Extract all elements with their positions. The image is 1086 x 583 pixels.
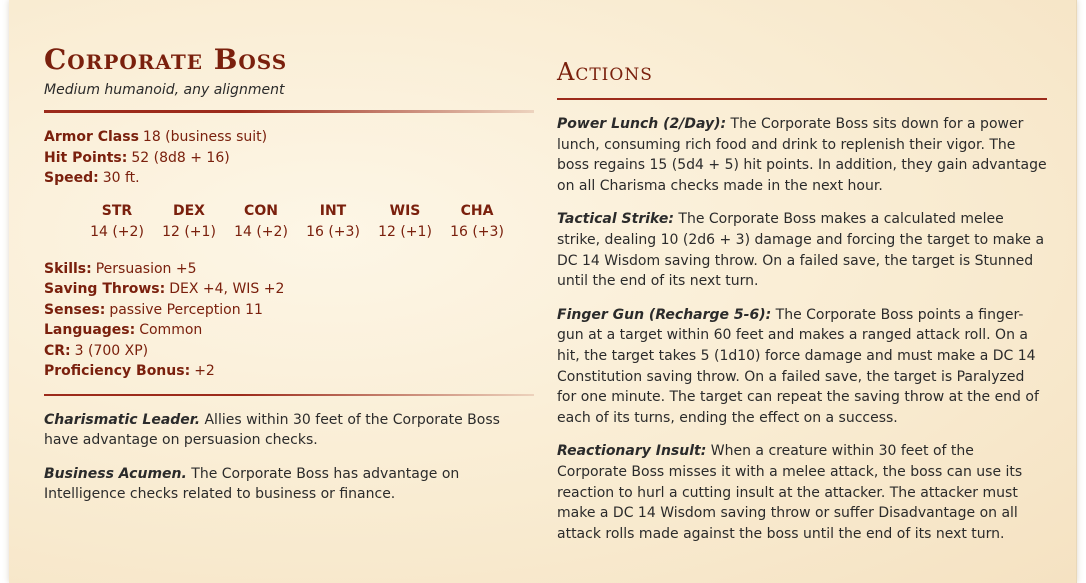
actions-heading: Actions xyxy=(557,58,653,86)
ability-value: 12 (+1) xyxy=(162,223,216,240)
stat-value: passive Perception 11 xyxy=(109,301,263,318)
action-text: The Corporate Boss makes a calculated melee strike, dealing 10 (2d6 + 3) damage and forcing the target to make a DC 14 Wisdom saving throw. On a failed save, the target is Stunned until the end of its next turn. xyxy=(557,211,1045,290)
ability-value: 16 (+3) xyxy=(306,223,360,240)
stat-value: 18 (business suit) xyxy=(142,129,268,145)
action-reactionary-insult xyxy=(557,441,1047,545)
ability-value: 14 (+2) xyxy=(90,223,144,240)
action-text: The Corporate Boss sits down for a power lunch, consuming rich food and drink to replenish their vigor. The boss regains 15 (5d4 + 5) hit points. In addition, they gain advantage on all Charisma checks made in the next hour. xyxy=(557,116,1047,195)
stat-value: 3 (700 XP) xyxy=(74,342,149,359)
stat-value: Common xyxy=(139,322,203,338)
trait-text: The Corporate Boss has advantage on Intelligence checks related to business or finance. xyxy=(44,465,460,502)
stat-label: Senses: xyxy=(44,301,106,318)
left-column xyxy=(44,44,534,518)
trait-charismatic-leader xyxy=(44,410,534,451)
ability-dex xyxy=(153,201,225,243)
action-text: The Corporate Boss points a finger-gun at a target within 60 feet and makes a ranged attack roll. On a hit, the target takes 5 (1d10) force damage and must make a DC 14 Constitution saving throw. On a failed save, the target is Paralyzed for one minute. The target can repeat the saving throw at the end of each of its turns, ending the effect on a success. xyxy=(557,306,1039,427)
stat-hit-points xyxy=(44,148,534,169)
header-divider xyxy=(44,110,534,113)
action-title: Tactical Strike: xyxy=(557,211,674,228)
stat-value: 52 (8d8 + 16) xyxy=(131,149,230,166)
stat-proficiency-bonus xyxy=(44,361,534,382)
detail-stats xyxy=(44,259,534,382)
ability-con xyxy=(225,201,297,243)
stat-label: Armor Class xyxy=(44,129,139,145)
stat-label: Hit Points: xyxy=(44,149,128,166)
ability-value: 14 (+2) xyxy=(234,223,288,240)
ability-cha xyxy=(441,201,513,243)
stat-value: Persuasion +5 xyxy=(95,260,197,277)
stat-speed xyxy=(44,168,534,189)
trait-business-acumen xyxy=(44,464,534,505)
actions-list xyxy=(557,114,1047,545)
ability-name: STR xyxy=(101,202,133,219)
action-title: Finger Gun (Recharge 5-6): xyxy=(557,306,772,323)
traits-divider xyxy=(44,394,534,396)
action-finger-gun xyxy=(557,305,1047,429)
right-column xyxy=(557,58,1047,557)
ability-value: 16 (+3) xyxy=(450,223,504,240)
ability-name: DEX xyxy=(173,202,205,219)
stat-senses xyxy=(44,300,534,321)
stat-label: Skills: xyxy=(44,260,92,277)
trait-text: Allies within 30 feet of the Corporate Boss have advantage on persuasion checks. xyxy=(44,411,500,448)
ability-scores xyxy=(81,201,534,243)
stat-value: DEX +4, WIS +2 xyxy=(169,281,285,297)
trait-title: Business Acumen. xyxy=(44,465,187,482)
stat-label: Languages: xyxy=(44,322,136,338)
ability-name: CHA xyxy=(460,202,494,219)
action-title: Reactionary Insult: xyxy=(557,443,707,460)
ability-str xyxy=(81,201,153,243)
traits xyxy=(44,410,534,505)
core-stats xyxy=(44,127,534,189)
stat-label: Saving Throws: xyxy=(44,281,166,297)
creature-subtitle: Medium humanoid, any alignment xyxy=(44,82,285,98)
ability-int xyxy=(297,201,369,243)
stat-saving-throws xyxy=(44,279,534,300)
actions-divider xyxy=(557,98,1047,100)
stat-cr xyxy=(44,341,534,362)
ability-name: WIS xyxy=(389,202,421,219)
ability-value: 12 (+1) xyxy=(378,223,432,240)
stat-label: CR: xyxy=(44,342,71,359)
trait-title: Charismatic Leader. xyxy=(44,411,201,428)
action-power-lunch xyxy=(557,114,1047,197)
stat-label: Proficiency Bonus: xyxy=(44,363,191,379)
stat-languages xyxy=(44,320,534,341)
stat-label: Speed: xyxy=(44,170,99,186)
creature-name: Corporate Boss xyxy=(44,43,288,76)
stat-value: +2 xyxy=(194,363,215,379)
action-text: When a creature within 30 feet of the Corporate Boss misses it with a melee attack, the boss can use its reaction to hurl a cutting insult at the attacker. The attacker must make a DC 14 Wisdom saving throw or suffer Disadvantage on all attack rolls made against the boss until the end of its next turn. xyxy=(557,443,1023,543)
ability-name: CON xyxy=(244,202,278,219)
stat-block xyxy=(9,0,1077,583)
stat-value: 30 ft. xyxy=(102,170,140,186)
action-tactical-strike xyxy=(557,209,1047,292)
stat-skills xyxy=(44,259,534,280)
ability-wis xyxy=(369,201,441,243)
action-title: Power Lunch (2/Day): xyxy=(557,116,727,132)
ability-name: INT xyxy=(319,202,347,219)
stat-armor-class xyxy=(44,127,534,148)
